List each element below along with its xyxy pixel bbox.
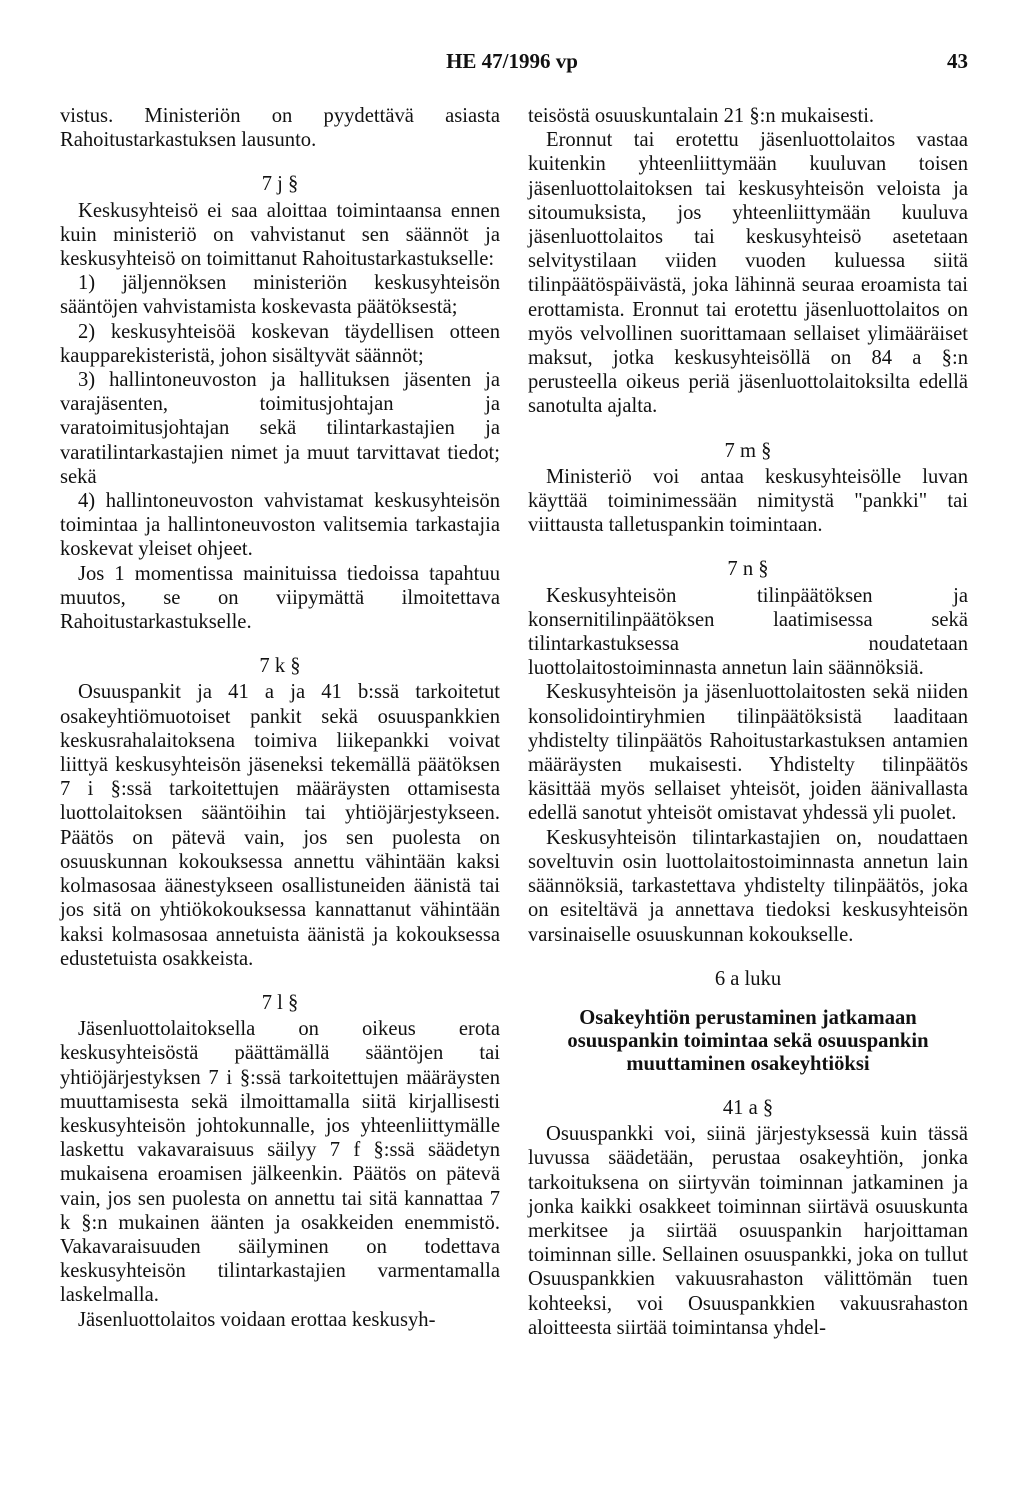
page-header bbox=[0, 49, 1024, 79]
paragraph: teisöstä osuuskuntalain 21 §:n mukaisesti. bbox=[528, 105, 875, 127]
section-heading-7m: 7 m § bbox=[724, 439, 772, 462]
section-heading-7n: 7 n § bbox=[727, 558, 769, 581]
list-item: 1) jäljennöksen ministeriön keskusyhteisön sääntöjen vahvistamista koskevasta päätöksestä; bbox=[60, 272, 500, 319]
paragraph: Jäsenluottolaitoksella on oikeus erota keskusyhteisöstä päättämällä sääntöjen tai yhtiöjärjestyksen 7 i §:ssä tarkoitettujen määräysten muuttamisesta sekä ilmoittamalla siitä kirjallisesti keskusyhteisön johtokunnalle, jos yhteenliittymälle laskettu vakavaraisuus säilyy 7 f §:ssä säädetyn mukaisena eroamisen jälkeenkin. Päätös on pätevä vain, jos sen puolesta on annettu tai sitä kannattaa 7 k §:n mukainen äänten ja osakkeiden enemmistö. Vakavaraisuuden säilyminen on todettava keskusyhteisön tilintarkastajien varmentamalla laskelmalla. bbox=[60, 1018, 500, 1307]
paragraph: Ministeriö voi antaa keskusyhteisölle luvan käyttää toiminimessään nimitystä "pankki" tai viittausta talletuspankin toimintaan. bbox=[528, 465, 968, 537]
paragraph: Jos 1 momentissa mainituissa tiedoissa tapahtuu muutos, se on viipymättä ilmoitettava Rahoitustarkastukselle. bbox=[60, 562, 500, 634]
document-id: HE 47/1996 vp bbox=[446, 49, 578, 73]
paragraph: Jäsenluottolaitos voidaan erottaa keskusyh- bbox=[78, 1308, 436, 1331]
paragraph: Keskusyhteisö ei saa aloittaa toimintaansa ennen kuin ministeriö on vahvistanut sen säännöt ja keskusyhteisö on toimittanut Rahoitustarkastukselle: bbox=[60, 199, 500, 271]
paragraph: vistus. Ministeriön on pyydettävä asiasta Rahoitustarkastuksen lausunto. bbox=[60, 105, 500, 152]
list-item: 3) hallintoneuvoston ja hallituksen jäsenten ja varajäsenten, toimitusjohtajan ja varatoimitusjohtajan sekä tilintarkastajien ja varatilintarkastajien nimet ja muut tarvittavat tiedot; sekä bbox=[60, 369, 500, 488]
list-item: 2) keskusyhteisöä koskevan täydellisen otteen kaupparekisteristä, johon sisältyvät säännöt; bbox=[60, 320, 500, 367]
paragraph: Keskusyhteisön ja jäsenluottolaitosten sekä niiden konsolidointiryhmien tilinpäätöksistä laaditaan yhdistelty tilinpäätös Rahoitustarkastuksen antamien määräysten mukaisesti. Yhdistelty tilinpäätös käsittää myös sellaiset yhteisöt, joiden äänivallasta edellä sanotut yhteisöt omistavat yhdessä yli puolet. bbox=[528, 681, 968, 825]
chapter-title: Osakeyhtiön perustaminen jatkamaan osuuspankin toimintaa sekä osuuspankin muuttaminen osakeyhtiöksi bbox=[567, 1006, 929, 1075]
page-number: 43 bbox=[947, 49, 968, 73]
left-column bbox=[60, 104, 500, 1332]
right-column bbox=[528, 104, 968, 1340]
paragraph: Osuuspankki voi, siinä järjestyksessä kuin tässä luvussa säädetään, perustaa osakeyhtiön, jonka tarkoituksena on siirtyvän toiminnan jatkaminen ja jonka kaikki osakkeet toiminnan siirtävä osuuskunta merkitsee ja siirtää osuuspankin harjoittaman toiminnan sille. Sellainen osuuspankki, joka on tullut Osuuspankkien vakuusrahaston välittömän tuen kohteeksi, voi Osuuspankkien vakuusrahaston aloitteesta siirtää toimintansa yhdel- bbox=[528, 1123, 968, 1339]
section-heading-7l: 7 l § bbox=[261, 991, 299, 1014]
list-item: 4) hallintoneuvoston vahvistamat keskusyhteisön toimintaa ja hallintoneuvoston valitsemia tarkastajia koskevat yleiset ohjeet. bbox=[60, 490, 500, 561]
section-heading-7j: 7 j § bbox=[261, 173, 299, 196]
section-heading-7k: 7 k § bbox=[259, 655, 301, 678]
paragraph: Eronnut tai erotettu jäsenluottolaitos vastaa kuitenkin yhteenliittymään kuuluvan toisen jäsenluottolaitoksen tai keskusyhteisön veloista ja sitoumuksista, jos yhteenliittymään kuuluva jäsenluottolaitos tai keskusyhteisö asetetaan selvitystilaan viiden vuoden kuluessa siitä tilinpäätöspäivästä, joka lähinnä seuraa eroamista tai erottamista. Eronnut tai erotettu jäsenluottolaitos on myös velvollinen suorittamaan sellaiset ylimääräiset maksut, jotka keskusyhteisöllä on 84 a §:n perusteella oikeus periä jäsenluottolaitoksilta edellä sanotulta ajalta. bbox=[528, 129, 968, 418]
paragraph: Keskusyhteisön tilinpäätöksen ja konsernitilinpäätöksen laatimisessa sekä tilintarkastuksessa noudatetaan luottolaitostoiminnasta annetun lain säännöksiä. bbox=[528, 584, 968, 680]
paragraph: Osuuspankit ja 41 a ja 41 b:ssä tarkoitetut osakeyhtiömuotoiset pankit sekä osuuspankkien keskusrahalaitoksena toimiva liikepankki voivat liittyä keskusyhteisön jäseneksi tekemällä päätöksen 7 i §:ssä tarkoitettujen määräysten ottamisesta luottolaitoksen sääntöihin tai yhtiöjärjestykseen. Päätös on pätevä vain, jos sen puolesta on osuuskunnan kokouksessa annettu vähintään kaksi kolmasosaa äänestykseen osallistuneiden äänistä tai jos sitä on yhtiökokouksessa kannattanut vähintään kaksi kolmasosaa annetuista äänistä ja kokouksessa edustetuista osakkeista. bbox=[60, 681, 500, 970]
section-heading-41a: 41 a § bbox=[722, 1096, 774, 1119]
chapter-number: 6 a luku bbox=[714, 967, 782, 990]
paragraph: Keskusyhteisön tilintarkastajien on, noudattaen soveltuvin osin luottolaitostoiminnasta annetun lain säännöksiä, tarkastettava yhdistelty tilinpäätös, joka on esiteltävä ja annettava tiedoksi keskusyhteisön varsinaiselle osuuskunnan kokoukselle. bbox=[528, 826, 968, 946]
